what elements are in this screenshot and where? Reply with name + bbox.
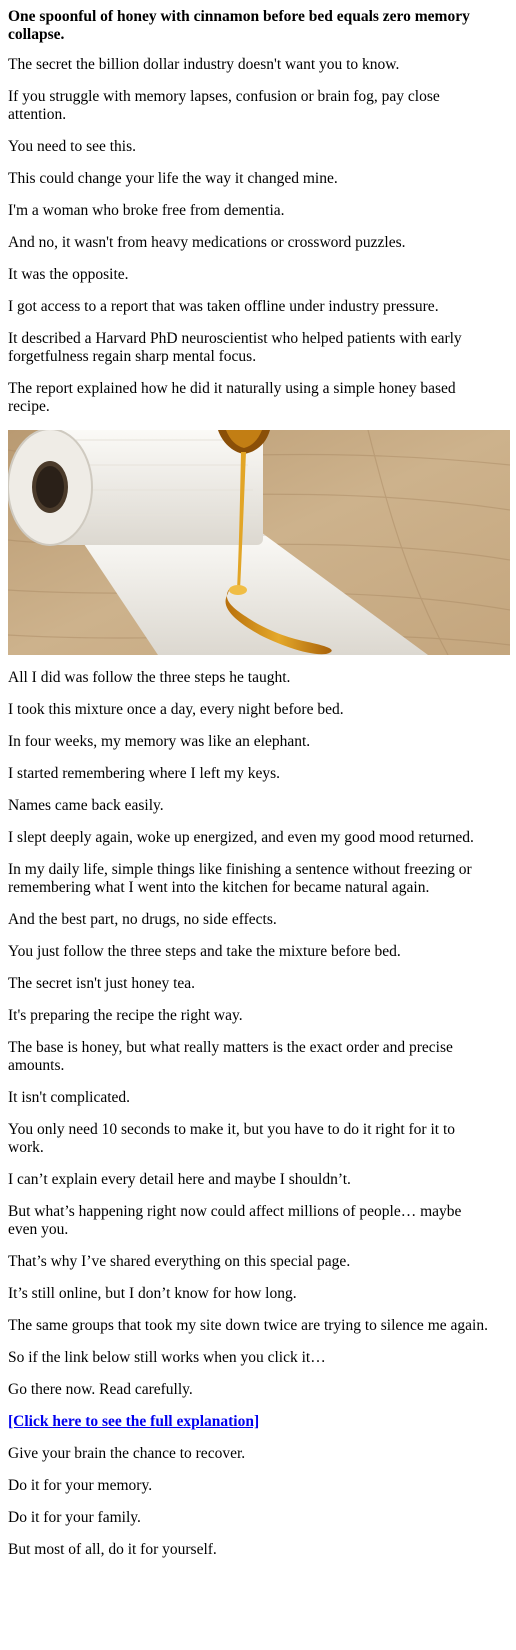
paragraph: The base is honey, but what really matters is the exact order and precise amounts. — [8, 1039, 453, 1074]
paragraph: Names came back easily. — [8, 797, 164, 814]
paragraph: In four weeks, my memory was like an elephant. — [8, 733, 311, 750]
honey-on-toilet-paper-image — [8, 430, 510, 655]
cta-paragraph — [8, 1413, 508, 1431]
paragraph: And no, it wasn't from heavy medications or crossword puzzles. — [8, 234, 406, 251]
paragraph: I slept deeply again, woke up energized, and even my good mood returned. — [8, 829, 474, 846]
paragraph: I took this mixture once a day, every night before bed. — [8, 701, 344, 718]
paragraph: Do it for your memory. — [8, 1477, 153, 1494]
paragraph: You only need 10 seconds to make it, but you have to do it right for it to work. — [8, 1121, 456, 1156]
paragraph: In my daily life, simple things like finishing a sentence without freezing or remembering what I went into the kitchen for became natural again. — [8, 861, 472, 896]
full-explanation-link[interactable]: [Click here to see the full explanation] — [8, 1413, 260, 1430]
paragraph: You just follow the three steps and take the mixture before bed. — [8, 943, 401, 960]
paragraph: It’s still online, but I don’t know for how long. — [8, 1285, 297, 1302]
paragraph: Go there now. Read carefully. — [8, 1381, 193, 1398]
paragraph: You need to see this. — [8, 138, 137, 155]
paragraph: I'm a woman who broke free from dementia. — [8, 202, 285, 219]
paragraph: This could change your life the way it changed mine. — [8, 170, 338, 187]
paragraph: Give your brain the chance to recover. — [8, 1445, 246, 1462]
article-title: One spoonful of honey with cinnamon before bed equals zero memory collapse. — [8, 8, 470, 43]
paragraph: All I did was follow the three steps he taught. — [8, 669, 291, 686]
body-section — [8, 669, 508, 1399]
intro-section — [8, 56, 508, 416]
paragraph: I started remembering where I left my keys. — [8, 765, 281, 782]
paragraph: But most of all, do it for yourself. — [8, 1541, 217, 1558]
closing-section — [8, 1445, 508, 1559]
paragraph: That’s why I’ve shared everything on this special page. — [8, 1253, 351, 1270]
paragraph: The report explained how he did it naturally using a simple honey based recipe. — [8, 380, 456, 415]
paragraph: But what’s happening right now could affect millions of people… maybe even you. — [8, 1203, 462, 1238]
paragraph: It was the opposite. — [8, 266, 129, 283]
paragraph: If you struggle with memory lapses, confusion or brain fog, pay close attention. — [8, 88, 440, 123]
paragraph: It isn't complicated. — [8, 1089, 131, 1106]
paragraph: It's preparing the recipe the right way. — [8, 1007, 243, 1024]
paragraph: The same groups that took my site down twice are trying to silence me again. — [8, 1317, 488, 1334]
paragraph: The secret the billion dollar industry doesn't want you to know. — [8, 56, 400, 73]
paragraph: So if the link below still works when you click it… — [8, 1349, 326, 1366]
paragraph: And the best part, no drugs, no side effects. — [8, 911, 277, 928]
paragraph: Do it for your family. — [8, 1509, 141, 1526]
paragraph: I can’t explain every detail here and maybe I shouldn’t. — [8, 1171, 351, 1188]
paragraph: The secret isn't just honey tea. — [8, 975, 196, 992]
paragraph: It described a Harvard PhD neuroscientist who helped patients with early forgetfulness regain sharp mental focus. — [8, 330, 462, 365]
paragraph: I got access to a report that was taken offline under industry pressure. — [8, 298, 439, 315]
